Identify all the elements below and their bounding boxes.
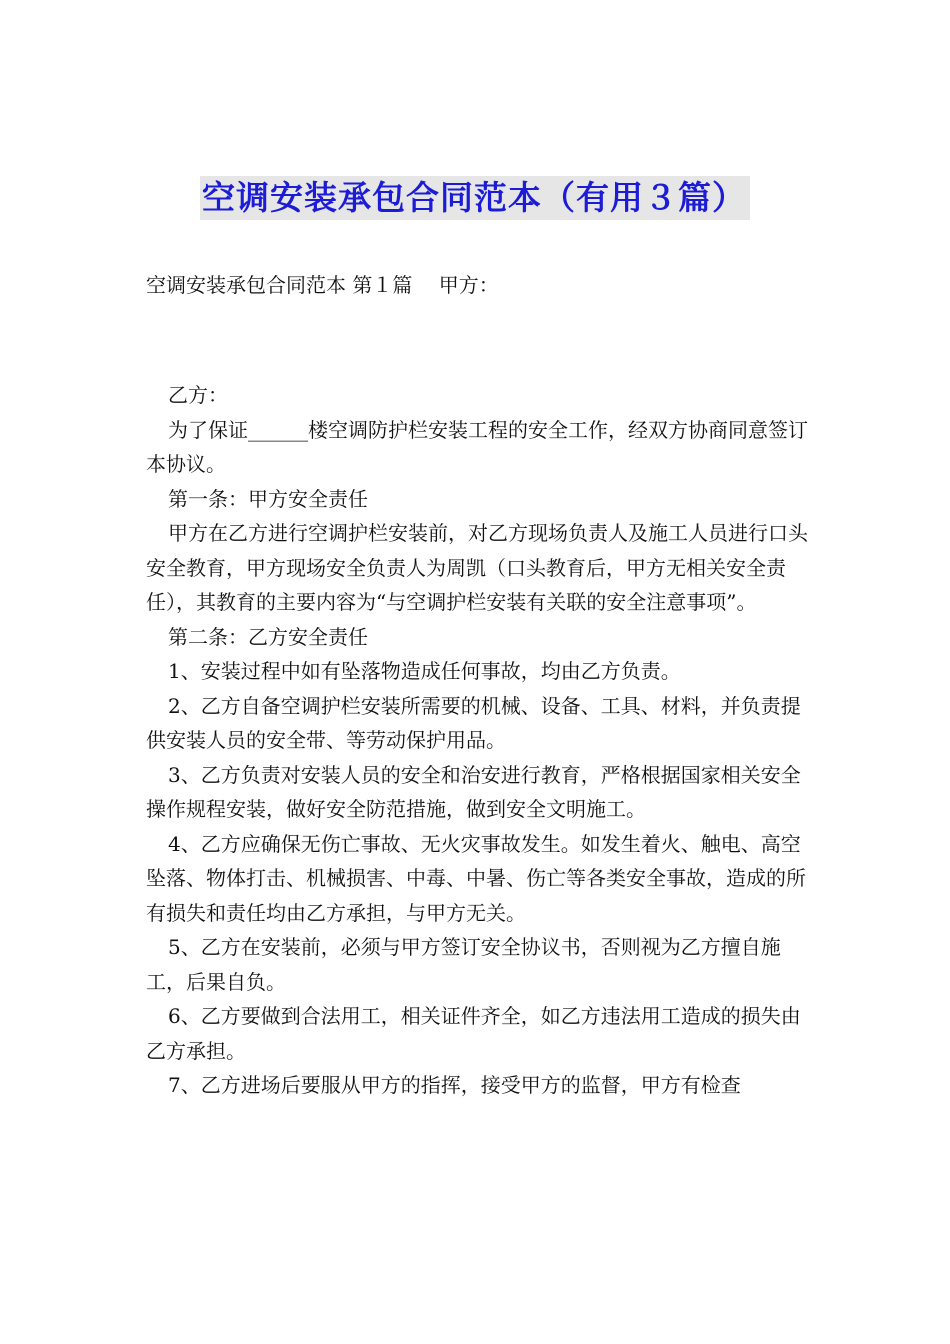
document-body	[146, 378, 816, 1103]
document-subtitle: 空调安装承包合同范本 第１篇 甲方：	[146, 273, 499, 297]
paragraph: 6、乙方要做到合法用工，相关证件齐全，如乙方违法用工造成的损失由乙方承担。	[146, 1004, 801, 1063]
paragraph: 第一条：甲方安全责任	[168, 486, 368, 511]
paragraph: 3、乙方负责对安装人员的安全和治安进行教育，严格根据国家相关安全操作规程安装，做好安全防范措施，做到安全文明施工。	[146, 762, 801, 821]
paragraph: 1、安装过程中如有坠落物造成任何事故，均由乙方负责。	[168, 659, 681, 683]
paragraph: 乙方：	[168, 383, 228, 407]
title-container	[0, 176, 950, 220]
paragraph: 5、乙方在安装前，必须与甲方签订安全协议书，否则视为乙方擅自施工，后果自负。	[146, 935, 781, 994]
document-title: 空调安装承包合同范本（有用３篇）	[200, 176, 750, 220]
paragraph: 甲方在乙方进行空调护栏安装前，对乙方现场负责人及施工人员进行口头安全教育，甲方现场安全负责人为周凯（口头教育后，甲方无相关安全责任），其教育的主要内容为“与空调护栏安装有关联的安全注意事项”。	[146, 521, 808, 614]
paragraph: 7、乙方进场后要服从甲方的指挥，接受甲方的监督，甲方有检查	[168, 1073, 741, 1097]
paragraph: 4、乙方应确保无伤亡事故、无火灾事故发生。如发生着火、触电、高空坠落、物体打击、机械损害、中毒、中暑、伤亡等各类安全事故，造成的所有损失和责任均由乙方承担，与甲方无关。	[146, 831, 806, 925]
paragraph: 第二条：乙方安全责任	[168, 624, 368, 649]
paragraph: 为了保证______楼空调防护栏安装工程的安全工作，经双方协商同意签订本协议。	[146, 417, 808, 476]
paragraph: 2、乙方自备空调护栏安装所需要的机械、设备、工具、材料，并负责提供安装人员的安全带、等劳动保护用品。	[146, 693, 801, 752]
